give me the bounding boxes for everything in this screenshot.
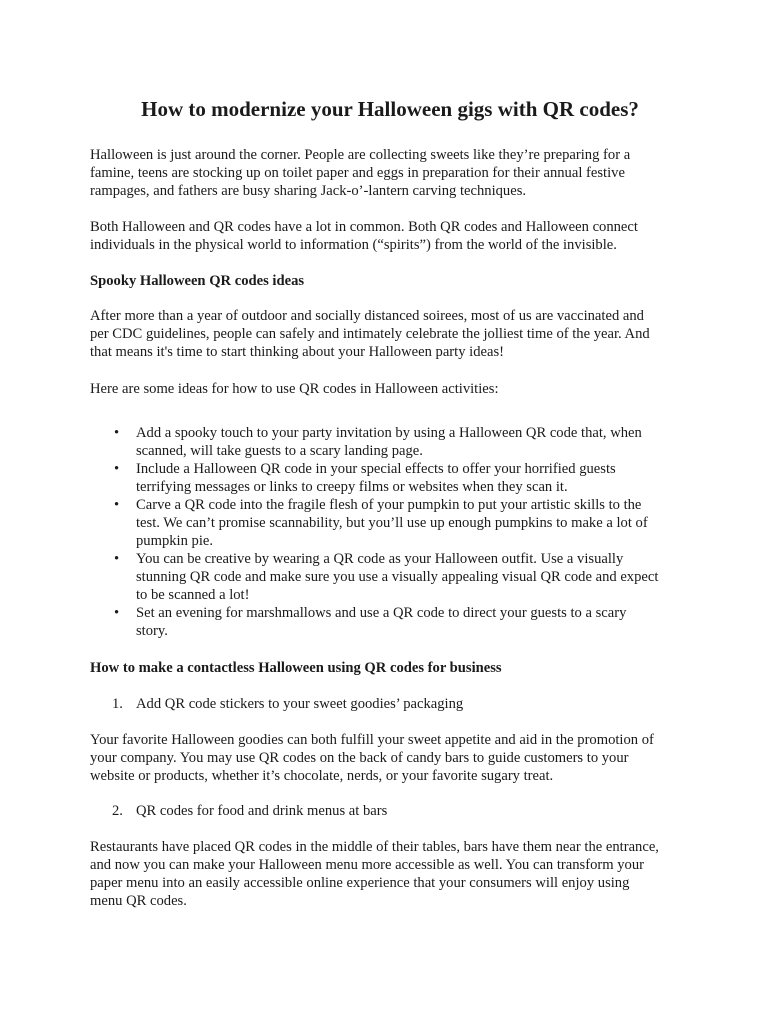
section-2-paragraph-1 [90, 731, 654, 785]
bullet-item-line: Carve a QR code into the fragile flesh of your pumpkin to put your artistic skills to the [136, 497, 642, 513]
bullet-item-line: story. [136, 623, 168, 639]
section-1-paragraph-2-line: Here are some ideas for how to use QR codes in Halloween activities: [90, 381, 499, 397]
bullet-item-line: You can be creative by wearing a QR code as your Halloween outfit. Use a visually [136, 551, 624, 567]
section-2-paragraph-1-line: Your favorite Halloween goodies can both fulfill your sweet appetite and aid in the promotion of [90, 732, 654, 748]
bullet-item-line: stunning QR code and make sure you use a visually appealing visual QR code and expect [136, 569, 659, 585]
bullet-item-line: terrifying messages or links to creepy films or websites when they scan it. [136, 479, 568, 495]
bullet-item-line: scanned, will take guests to a scary landing page. [136, 443, 423, 459]
bullet-item [90, 460, 658, 496]
bullet-icon: • [114, 497, 120, 513]
section-1-paragraph-1-line: per CDC guidelines, people can safely and intimately celebrate the jolliest time of the year. And [90, 326, 650, 342]
bullet-icon: • [114, 461, 120, 477]
bullet-icon: • [114, 551, 120, 567]
intro-paragraph-2 [90, 218, 638, 254]
section-2-paragraph-2-line: paper menu into an easily accessible online experience that your consumers will enjoy using [90, 875, 630, 891]
bullet-item-line: Add a spooky touch to your party invitation by using a Halloween QR code that, when [136, 425, 642, 441]
section-1-paragraph-1-line: that means it's time to start thinking about your Halloween party ideas! [90, 344, 504, 360]
section-1-paragraph-1 [90, 307, 650, 361]
document-title: How to modernize your Halloween gigs with QR codes? [141, 97, 639, 121]
bullet-item-line: Set an evening for marshmallows and use a QR code to direct your guests to a scary [136, 605, 627, 621]
intro-paragraph-1-line: famine, teens are stocking up on toilet paper and eggs in preparation for their annual festive [90, 165, 625, 181]
bullet-item-line: Include a Halloween QR code in your special effects to offer your horrified guests [136, 461, 616, 477]
intro-paragraph-1 [90, 146, 630, 200]
section-1-paragraph-1-line: After more than a year of outdoor and socially distanced soirees, most of us are vaccinated and [90, 308, 644, 324]
bullet-item-line: pumpkin pie. [136, 533, 214, 549]
section-2-paragraph-2-line: Restaurants have placed QR codes in the middle of their tables, bars have them near the entrance, [90, 839, 659, 855]
ideas-bullet-list [90, 424, 658, 640]
section-1-heading: Spooky Halloween QR codes ideas [90, 273, 305, 289]
numbered-item [90, 802, 387, 820]
bullet-item-line: test. We can’t promise scannability, but you’ll use up enough pumpkins to make a lot of [136, 515, 648, 531]
section-2-paragraph-2-line: and now you can make your Halloween menu more accessible as well. You can transform your [90, 857, 644, 873]
intro-paragraph-1-line: rampages, and fathers are busy sharing Jack-o’-lantern carving techniques. [90, 183, 527, 199]
numbered-item-text: Add QR code stickers to your sweet goodies’ packaging [136, 696, 464, 712]
intro-paragraph-2-line: Both Halloween and QR codes have a lot in common. Both QR codes and Halloween connect [90, 219, 638, 235]
section-2-paragraph-1-line: your company. You may use QR codes on the back of candy bars to guide customers to your [90, 750, 629, 766]
section-2-paragraph-1-line: website or products, whether it’s chocolate, nerds, or your favorite sugary treat. [90, 768, 554, 784]
bullet-item-line: to be scanned a lot! [136, 587, 250, 603]
bullet-item [90, 550, 658, 604]
numbered-item-number: 1. [112, 696, 123, 712]
section-2-paragraph-2 [90, 838, 659, 910]
bullet-icon: • [114, 605, 120, 621]
bullet-icon: • [114, 425, 120, 441]
numbered-item [90, 695, 463, 713]
bullet-item [90, 424, 658, 460]
intro-paragraph-1-line: Halloween is just around the corner. People are collecting sweets like they’re preparing for a [90, 147, 631, 163]
bullet-item [90, 496, 658, 550]
numbered-item-number: 2. [112, 803, 123, 819]
bullet-item [90, 604, 658, 640]
numbered-item-text: QR codes for food and drink menus at bars [136, 803, 388, 819]
section-2-paragraph-2-line: menu QR codes. [90, 893, 187, 909]
section-1-paragraph-2 [90, 380, 499, 398]
section-2-heading: How to make a contactless Halloween using QR codes for business [90, 660, 502, 676]
intro-paragraph-2-line: individuals in the physical world to information (“spirits”) from the world of the invisible. [90, 237, 617, 253]
